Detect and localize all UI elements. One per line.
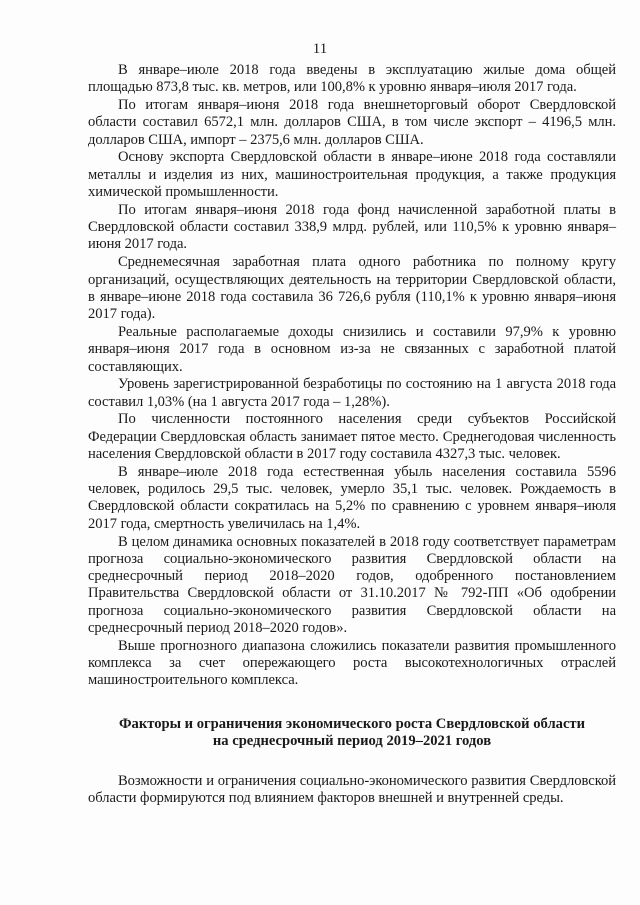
document-body xyxy=(88,62,616,808)
section-heading-line-1: Факторы и ограничения экономического роста Свердловской области xyxy=(118,715,586,732)
paragraph-industry-growth: Выше прогнозного диапазона сложились показатели развития промышленного комплекса за счет опережающего роста высокотехнологичных отраслей машиностроительного комплекса. xyxy=(88,637,616,689)
paragraph-population: По численности постоянного населения среди субъектов Российской Федерации Свердловская область занимает пятое место. Среднегодовая численность населения Свердловской области в 2017 году составила 4327,3 тыс. человек. xyxy=(88,411,616,463)
paragraph-real-income: Реальные располагаемые доходы снизились и составили 97,9% к уровню января–июня 2017 года в основном из-за не связанных с заработной платой составляющих. xyxy=(88,323,616,375)
paragraph-natural-decline: В январе–июле 2018 года естественная убыль населения составила 5596 человек, родилось 29,5 тыс. человек, умерло 35,1 тыс. человек. Рождаемость в Свердловской области сократилась на 5,2% по сравнению с уровнем января–июля 2017 года, смертность увеличилась на 1,4%. xyxy=(88,463,616,532)
paragraph-forecast-compliance: В целом динамика основных показателей в 2018 году соответствует параметрам прогноза социально-экономического развития Свердловской области на среднесрочный период 2018–2020 годов, одобренного постановлением Правительства Свердловской области от 31.10.2017 № 792-ПП «Об одобрении прогноза социально-экономического развития Свердловской области на среднесрочный период 2018–2020 годов». xyxy=(88,533,616,636)
section-heading-line-2: на среднесрочный период 2019–2021 годов xyxy=(212,733,492,750)
paragraph-average-wage: Среднемесячная заработная плата одного работника по полному кругу организаций, осуществляющих деятельность на территории Свердловской области, в январе–июне 2018 года составила 36 726,6 рубля (110,1% к уровню января–июня 2017 года). xyxy=(88,254,616,323)
section-heading xyxy=(88,716,616,751)
paragraph-wage-fund: По итогам января–июня 2018 года фонд начисленной заработной платы в Свердловской области составил 338,9 млрд. рублей, или 110,5% к уровню января–июня 2017 года. xyxy=(88,201,616,253)
page-number: 11 xyxy=(312,41,328,57)
paragraph-unemployment: Уровень зарегистрированной безработицы по состоянию на 1 августа 2018 года составил 1,03% (на 1 августа 2017 года – 1,28%). xyxy=(88,376,616,410)
paragraph-housing: В январе–июле 2018 года введены в эксплуатацию жилые дома общей площадью 873,8 тыс. кв. метров, или 100,8% к уровню января–июля 2017 года. xyxy=(88,62,616,96)
paragraph-opportunities: Возможности и ограничения социально-экономического развития Свердловской области формируются под влиянием факторов внешней и внутренней среды. xyxy=(88,772,616,806)
paragraph-export-structure: Основу экспорта Свердловской области в январе–июне 2018 года составляли металлы и изделия из них, машиностроительная продукция, а также продукция химической промышленности. xyxy=(88,149,616,201)
paragraph-foreign-trade: По итогам января–июня 2018 года внешнеторговый оборот Свердловской области составил 6572,1 млн. долларов США, в том числе экспорт – 4196,5 млн. долларов США, импорт – 2375,6 млн. долларов США. xyxy=(88,97,616,148)
